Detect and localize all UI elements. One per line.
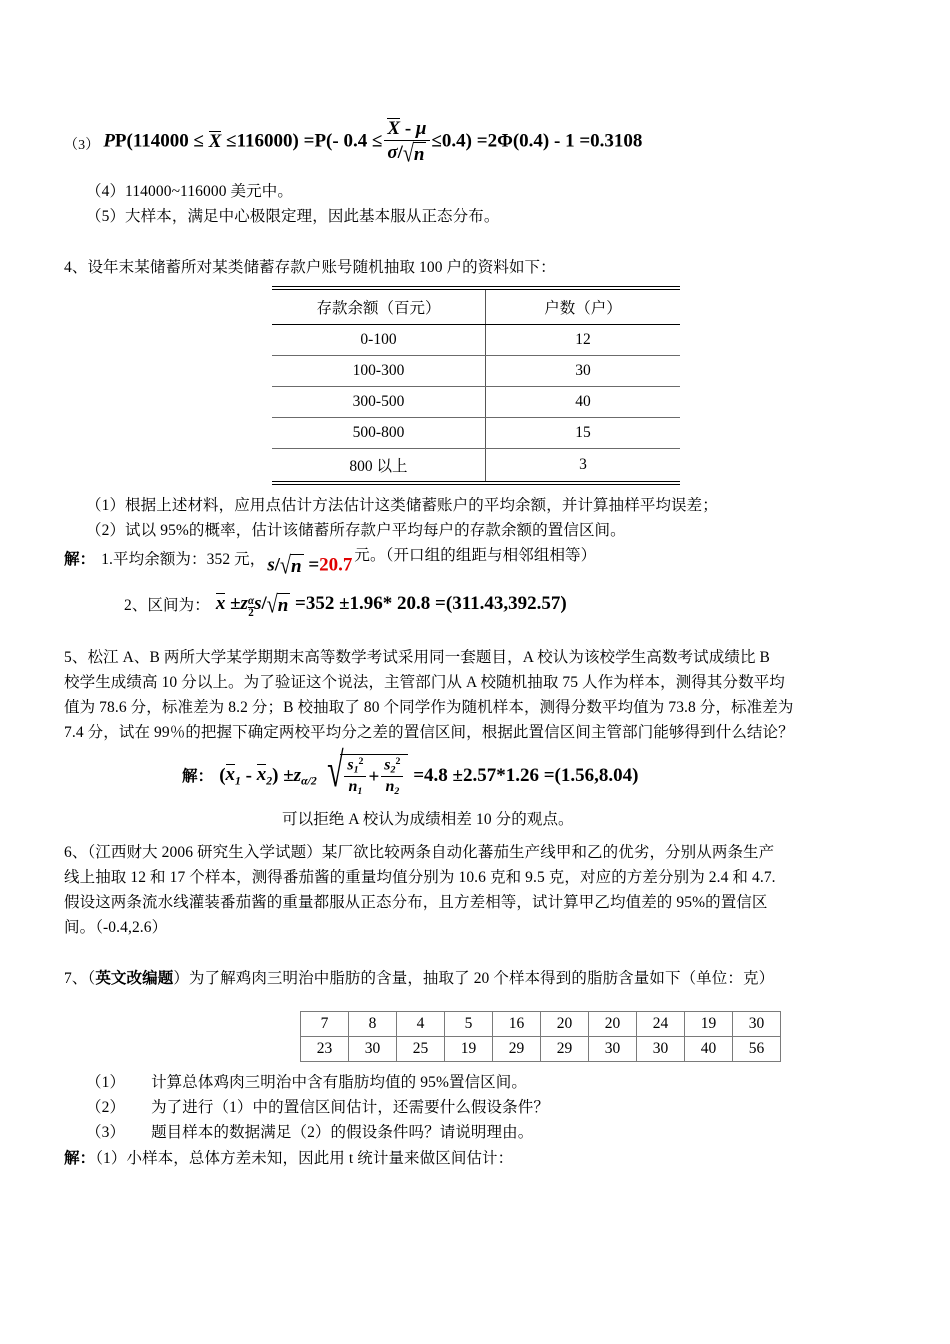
- formula-x2: x: [256, 764, 267, 786]
- data-cell: 20: [589, 1012, 637, 1037]
- data-cell: 5: [445, 1012, 493, 1037]
- formula-lhs-prefix: P(114000 ≤: [114, 130, 204, 152]
- question-5-stem-line-2: 校学生成绩高 10 分以上。为了验证这个说法，主管部门从 A 校随机抽取 75 人作为样本，测得其分数平均: [64, 674, 785, 692]
- data-cell: 19: [445, 1037, 493, 1062]
- formula-plusminus: ±: [230, 593, 241, 615]
- fraction-denominator: [384, 140, 429, 168]
- cell-balance: 0-100: [272, 324, 486, 355]
- numerator: [344, 756, 366, 778]
- data-cell: 40: [685, 1037, 733, 1062]
- table-row: [272, 324, 680, 355]
- data-cell: 30: [589, 1037, 637, 1062]
- formula-s: s: [254, 593, 262, 615]
- deposit-table-wrapper: [64, 286, 890, 485]
- paren-close: ): [272, 764, 279, 786]
- formula-z: z: [293, 764, 302, 786]
- question-7-sub-2: [64, 1095, 890, 1120]
- two-sample-interval-formula: [219, 743, 639, 799]
- data-cell: 16: [493, 1012, 541, 1037]
- numerator-s: s: [347, 756, 354, 773]
- numerator-sup: 2: [395, 755, 401, 767]
- formula-sqrt-n: [267, 593, 291, 617]
- data-cell: 4: [397, 1012, 445, 1037]
- data-row-1: [301, 1012, 781, 1037]
- radicand-n: n: [291, 555, 302, 577]
- data-cell: 30: [637, 1037, 685, 1062]
- solution-label: 解：: [182, 767, 214, 785]
- radicand-group: [340, 754, 408, 799]
- formula-rhs: ≤0.4) =2Φ(0.4) - 1 =0.3108: [431, 130, 643, 152]
- question-4-sub-1: （1）根据上述材料，应用点估计方法估计这类储蓄账户的平均余额，并计算抽样平均误差；: [86, 496, 718, 514]
- question-6-line-1: 6、（江西财大 2006 研究生入学试题）某厂欲比较两条自动化蕃茄生产线甲和乙的优劣，分别从两条生产: [64, 843, 775, 861]
- fat-content-data-table: [300, 1011, 781, 1062]
- numerator-minus: -: [404, 118, 412, 139]
- cell-count: 15: [486, 417, 681, 448]
- solution-mean-text: 1.平均余额为：352 元，: [101, 551, 266, 569]
- deposit-balance-table: [272, 290, 680, 481]
- solution-mean-suffix: 元。（开口组的组距与相邻组相等）: [354, 547, 597, 565]
- data-cell: 30: [349, 1037, 397, 1062]
- denominator-slash: /: [397, 142, 403, 164]
- cell-count: 12: [486, 324, 681, 355]
- question-3-label: （3）: [64, 137, 100, 153]
- sub-1-number: （1）: [86, 1074, 126, 1092]
- question-6-line-2: 线上抽取 12 和 17 个样本，测得番茄酱的重量均值分别为 10.6 克和 9.5 克，对应的方差分别为 2.4 和 4.7.: [64, 868, 776, 886]
- question-7-solution: [64, 1146, 890, 1171]
- formula-xbar: x: [215, 593, 226, 615]
- table-header-row: [272, 290, 680, 325]
- radical-symbol: √: [280, 551, 291, 580]
- question-4-sub-2: （2）试以 95%的概率，估计该储蓄所存款户平均每户的存款余额的置信区间。: [86, 522, 626, 540]
- data-cell: 29: [493, 1037, 541, 1062]
- formula-fraction: [384, 117, 429, 166]
- numerator-s: s: [384, 756, 391, 773]
- denominator-n: n: [385, 778, 395, 796]
- standard-error-value: 20.7: [319, 554, 353, 576]
- interval-label: 2、区间为：: [124, 597, 210, 615]
- formula-xbar: X: [208, 130, 222, 152]
- standard-error-formula: [267, 551, 353, 580]
- formula-z: z: [240, 593, 248, 615]
- data-cell: 24: [637, 1012, 685, 1037]
- confidence-interval-formula: [216, 592, 567, 619]
- question-4-solution-line-2: [64, 592, 890, 619]
- question-5-conclusion: 可以拒绝 A 校认为成绩相差 10 分的观点。: [282, 810, 574, 828]
- question-3-formula: [103, 118, 642, 167]
- fraction-numerator: [384, 117, 429, 141]
- data-cell: 29: [541, 1037, 589, 1062]
- denominator-sub: 2: [394, 786, 400, 798]
- data-cell: 8: [349, 1012, 397, 1037]
- sub-1-text: 计算总体鸡肉三明治中含有脂肪均值的 95%置信区间。: [151, 1074, 527, 1092]
- formula-sqrt-n: [280, 551, 304, 580]
- data-cell: 25: [397, 1037, 445, 1062]
- formula-lhs-suffix: ≤116000) =P(- 0.4 ≤: [226, 130, 383, 152]
- data-row-2: [301, 1037, 781, 1062]
- formula-s: s: [267, 554, 275, 576]
- subscript-two: 2: [248, 607, 254, 620]
- numerator: [381, 756, 403, 778]
- question-3-formula-row: [64, 118, 890, 167]
- fraction-s1-n1: [344, 756, 366, 798]
- radicand-n: n: [277, 594, 289, 616]
- radical-symbol: √: [402, 140, 414, 168]
- question-5-stem-line-1: 5、松江 A、B 两所大学某学期期末高等数学考试采用同一套题目，A 校认为该校学生高数考试成绩比 B: [64, 649, 770, 667]
- data-cell: 30: [733, 1012, 781, 1037]
- data-cell: 20: [541, 1012, 589, 1037]
- fat-content-data-wrapper: [64, 1011, 890, 1062]
- question-5-stem-line-3: 值为 78.6 分，标准差为 8.2 分；B 校抽取了 80 个同学作为随机样本，测得分数平均值为 73.8 分，标准差为: [64, 699, 794, 717]
- radical-symbol: √: [326, 743, 344, 797]
- page-content: [64, 118, 890, 1171]
- formula-equals: =: [308, 554, 320, 576]
- question-3-item-4: （4）114000~116000 美元中。: [86, 182, 293, 200]
- data-cell: 19: [685, 1012, 733, 1037]
- data-cell: 7: [301, 1012, 349, 1037]
- question-7-sub-1: [64, 1070, 890, 1095]
- solution-label: 解：: [64, 551, 96, 569]
- question-7-stem-prefix: 7、（: [64, 970, 96, 988]
- question-7-sub-3: [64, 1120, 890, 1145]
- question-5-solution: [64, 743, 890, 799]
- subscript-1: 1: [235, 774, 241, 788]
- table-row: [272, 355, 680, 386]
- question-5-stem-line-4: 7.4 分，试在 99％的把握下确定两校平均分之差的置信区间，根据此置信区间主管部门能够得到什么结论？: [64, 724, 794, 742]
- numerator-sub: 1: [353, 764, 359, 776]
- question-7-stem-suffix: ）为了解鸡肉三明治中脂肪的含量，抽取了 20 个样本得到的脂肪含量如下（单位：克）: [173, 970, 775, 988]
- formula-result: =4.8 ±2.57*1.26 =(1.56,8.04): [413, 764, 639, 786]
- formula-minus: -: [245, 764, 252, 786]
- paren-open: (: [219, 764, 226, 786]
- formula-slash: /: [261, 593, 267, 615]
- cell-count: 40: [486, 386, 681, 417]
- question-4-solution-line-1: [64, 547, 890, 580]
- sub-2-text: 为了进行（1）中的置信区间估计，还需要什么假设条件？: [151, 1099, 549, 1117]
- sub-3-number: （3）: [86, 1124, 126, 1142]
- denominator-n: n: [348, 778, 358, 796]
- denominator-sigma: σ: [387, 142, 398, 164]
- numerator-sup: 2: [358, 755, 364, 767]
- denominator: [381, 777, 403, 797]
- table-header-balance: 存款余额（百元）: [272, 290, 486, 325]
- numerator-mu: μ: [415, 118, 427, 139]
- cell-balance: 800 以上: [272, 448, 486, 481]
- cell-count: 30: [486, 355, 681, 386]
- solution-label: 解：: [64, 1149, 96, 1167]
- question-7-stem-highlight: 英文改编题: [95, 970, 174, 988]
- question-3-item-5: （5）大样本，满足中心极限定理，因此基本服从正态分布。: [86, 207, 500, 225]
- question-6-line-3: 假设这两条流水线灌装番茄酱的重量都服从正态分布，且方差相等，试计算甲乙均值差的 95%的置信区: [64, 893, 768, 911]
- formula-p: P: [103, 130, 115, 152]
- cell-balance: 100-300: [272, 355, 486, 386]
- question-6-line-4: 间。（-0.4,2.6）: [64, 919, 168, 936]
- table-row: [272, 386, 680, 417]
- denominator: [344, 777, 366, 797]
- formula-plus: +: [368, 765, 380, 787]
- formula-result: =352 ±1.96* 20.8 =(311.43,392.57): [295, 593, 567, 615]
- formula-big-sqrt: [317, 743, 409, 799]
- radical-symbol: √: [266, 591, 278, 619]
- denominator-sub: 1: [357, 786, 363, 798]
- table-row: [272, 448, 680, 481]
- cell-balance: 500-800: [272, 417, 486, 448]
- sub-3-text: 题目样本的数据满足（2）的假设条件吗？请说明理由。: [151, 1124, 534, 1142]
- data-cell: 23: [301, 1037, 349, 1062]
- formula-plusminus: ±: [283, 764, 294, 786]
- subscript-alpha: α: [247, 595, 255, 608]
- subscript-2: 2: [266, 774, 273, 788]
- table-row: [272, 417, 680, 448]
- formula-x1: x: [225, 764, 236, 786]
- table-header-count: 户数（户）: [486, 290, 681, 325]
- subscript-alpha-2: α/2: [301, 774, 317, 788]
- cell-count: 3: [579, 455, 587, 473]
- radicand-n: n: [413, 144, 425, 166]
- formula-slash: /: [274, 554, 281, 576]
- denominator-sqrt: [402, 140, 427, 168]
- sub-2-number: （2）: [86, 1099, 126, 1117]
- data-cell: 56: [733, 1037, 781, 1062]
- solution-text: （1）小样本，总体方差未知，因此用 t 统计量来做区间估计：: [95, 1149, 514, 1167]
- question-4-stem: 4、设年末某储蓄所对某类储蓄存款户账号随机抽取 100 户的资料如下：: [64, 258, 556, 276]
- numerator-sub: 2: [390, 764, 396, 776]
- numerator-xbar: X: [387, 118, 401, 139]
- fraction-s2-n2: [381, 756, 403, 798]
- cell-balance: 300-500: [272, 386, 486, 417]
- question-7-stem: [64, 966, 890, 991]
